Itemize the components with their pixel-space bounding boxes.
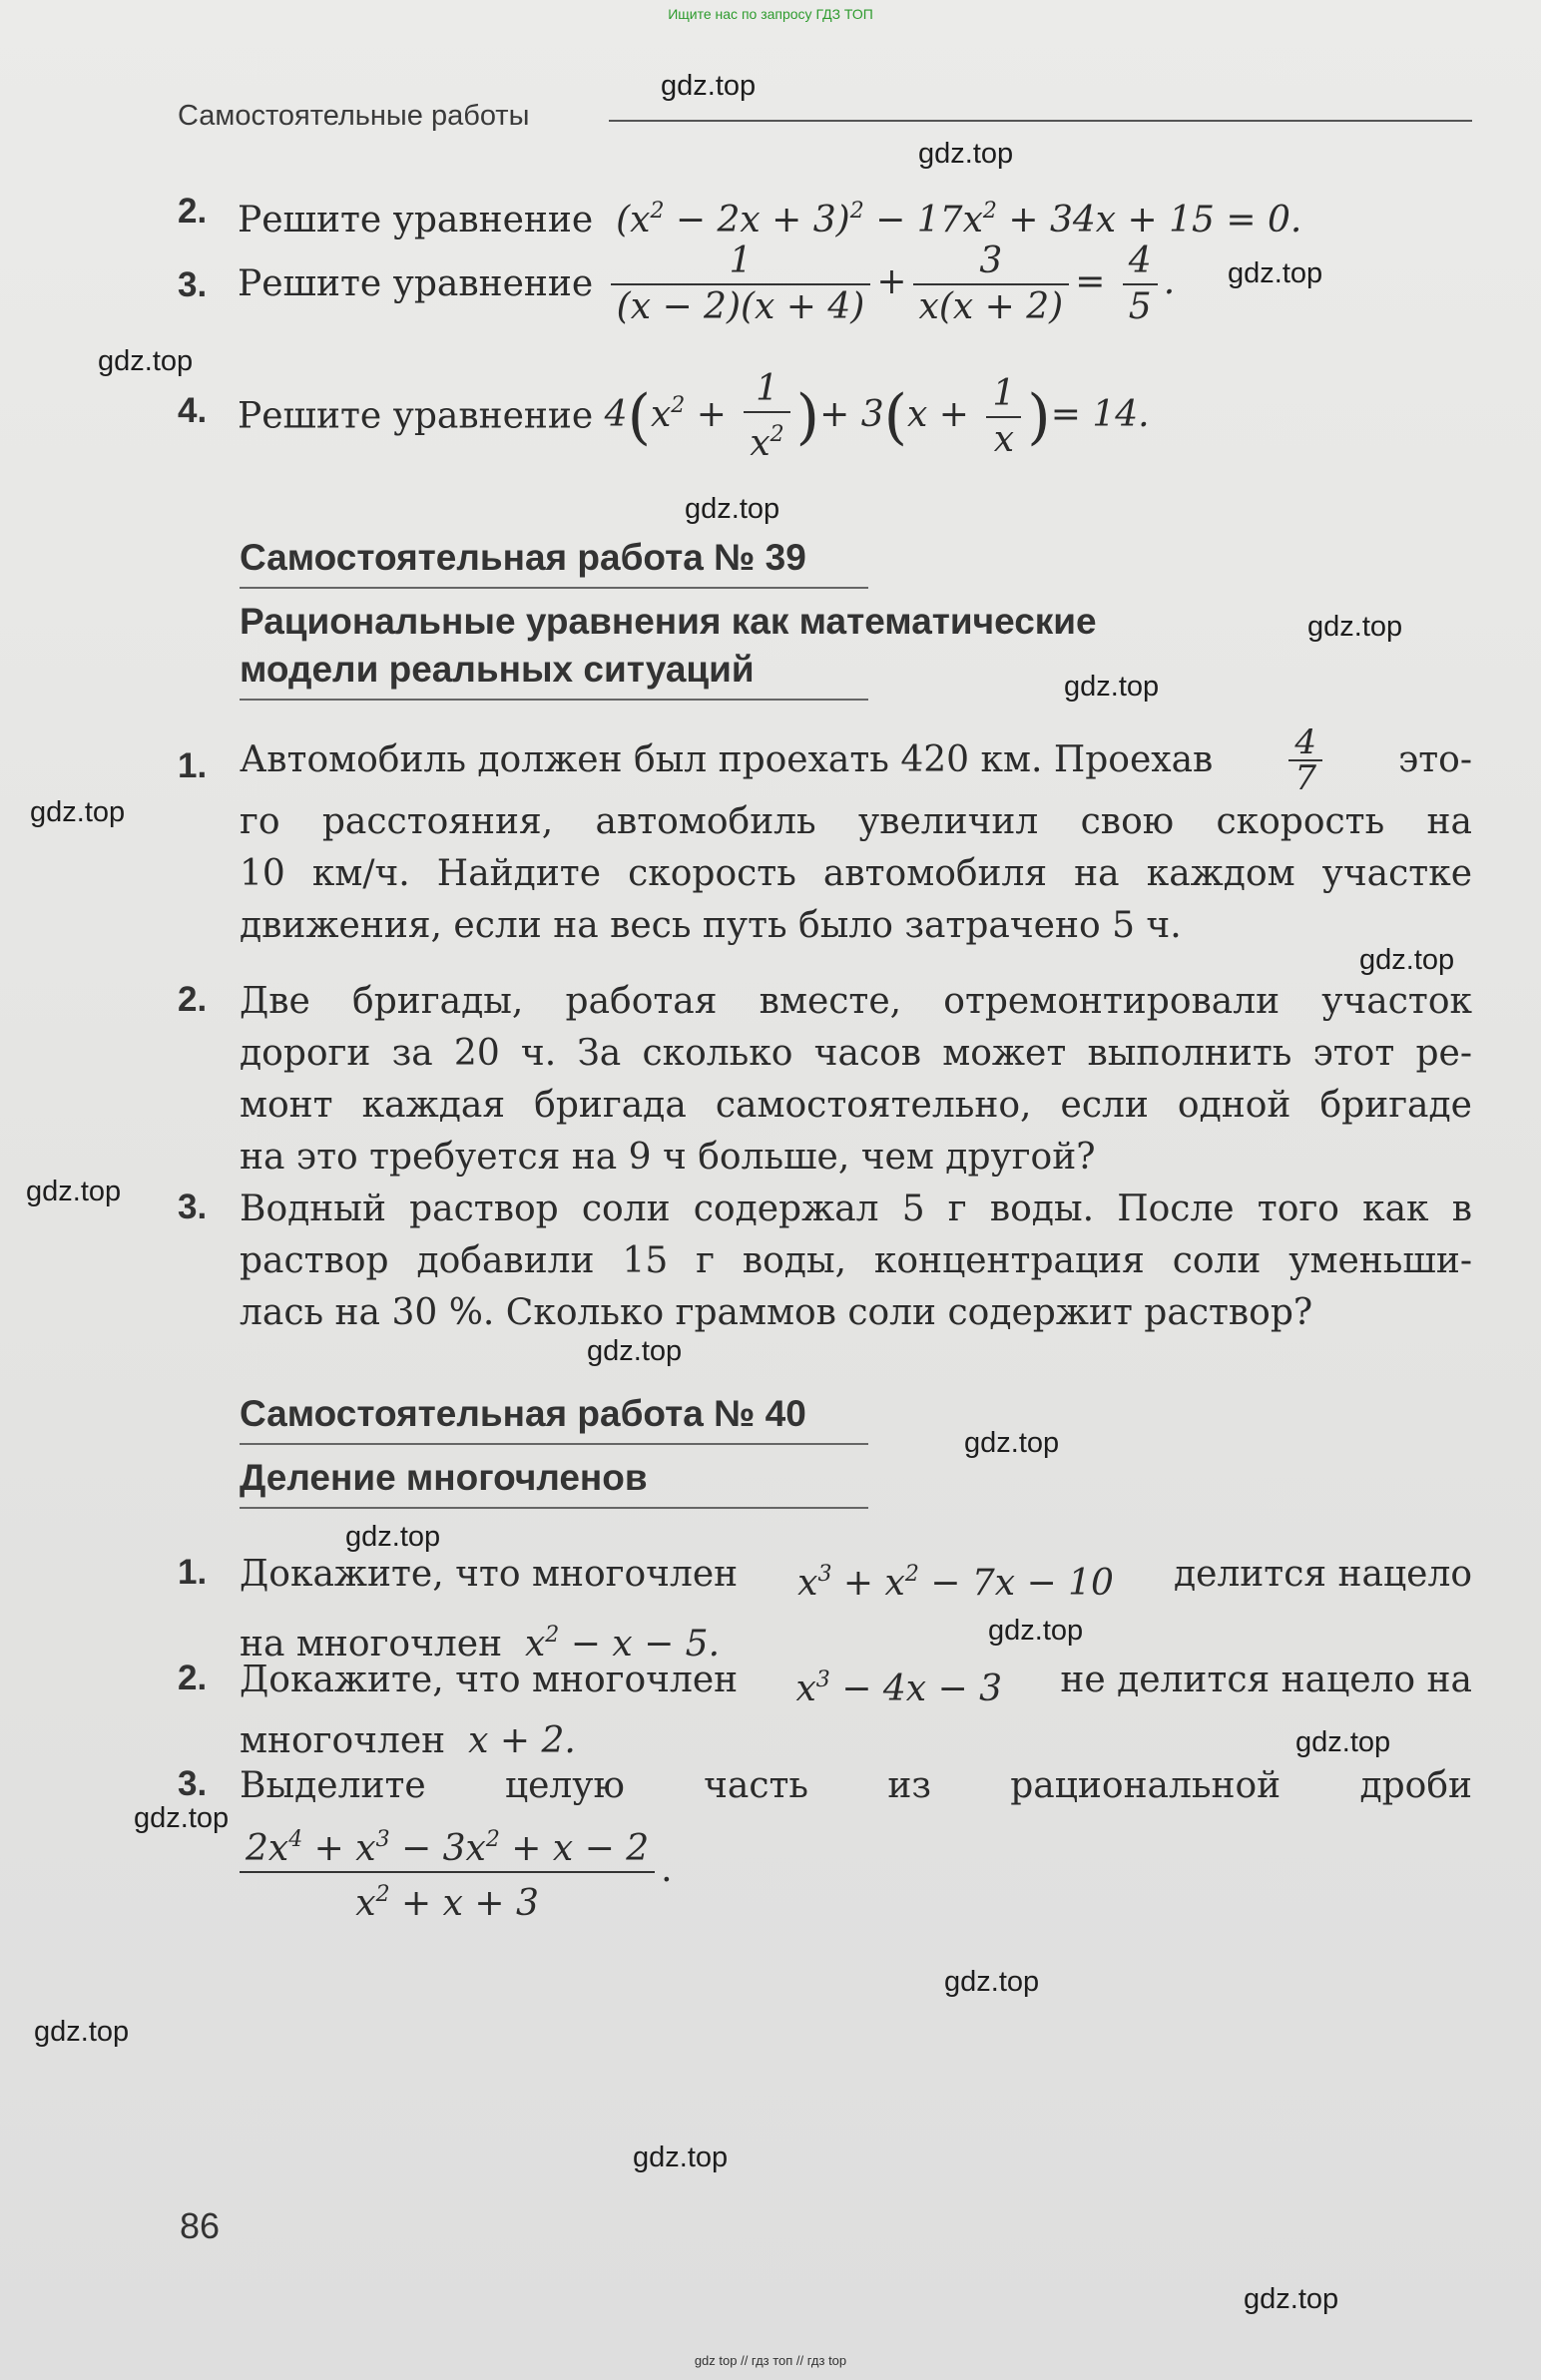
bottom-banner[interactable]: gdz top // гдз топ // гдз top: [694, 2353, 847, 2368]
watermark: gdz.top: [944, 1966, 1040, 1998]
task-paragraph: [240, 1549, 1472, 1670]
watermark: gdz.top: [30, 796, 126, 828]
polynomial: $x^3 - 4x - 3$: [795, 1667, 1002, 1709]
task-text: на многочлен: [240, 1624, 503, 1665]
task-number: 2.: [178, 192, 208, 231]
task-text: раствор добавили 15 г воды, концентрация соли уменьши-: [240, 1240, 1472, 1281]
watermark: gdz.top: [26, 1176, 122, 1207]
equation-line: [238, 188, 1301, 244]
polynomial: $x^3 + x^2 - 7x - 10$: [797, 1562, 1114, 1604]
task-text: Решите уравнение: [238, 263, 594, 304]
section-title: Самостоятельная работа № 39: [240, 537, 806, 578]
section-subtitle: модели реальных ситуаций: [240, 649, 755, 690]
watermark: gdz.top: [633, 2142, 729, 2173]
section-title: Самостоятельная работа № 40: [240, 1393, 806, 1434]
watermark: gdz.top: [587, 1335, 683, 1367]
task-text: Водный раствор соли содержал 5 г воды. После того как в: [240, 1189, 1472, 1229]
watermark: gdz.top: [34, 2016, 130, 2048]
task-text: Докажите, что многочлен: [240, 1660, 739, 1700]
task-text: монт каждая бригада самостоятельно, если одной бригаде: [240, 1085, 1472, 1126]
task-number: 2.: [178, 980, 208, 1019]
section-subtitle: Рациональные уравнения как математические: [240, 601, 1097, 642]
polynomial: $x^2 - x - 5$.: [513, 1623, 721, 1665]
task-text: го расстояния, автомобиль увеличил свою скорость на: [240, 801, 1472, 842]
task-number: 3.: [178, 265, 208, 304]
task-text: Решите уравнение: [238, 200, 594, 240]
watermark: gdz.top: [345, 1521, 441, 1553]
fraction: $\frac{4}{7}$: [1288, 725, 1322, 795]
title-rule: [240, 587, 868, 589]
task-text: 10 км/ч. Найдите скорость автомобиля на каждом участке: [240, 853, 1472, 894]
equation-line: [238, 367, 1150, 466]
watermark: gdz.top: [134, 1802, 230, 1834]
watermark: gdz.top: [918, 138, 1014, 170]
equation-line: [238, 239, 1175, 329]
task-paragraph: [240, 724, 1472, 952]
equation: $4(x^2$ + $\frac{1}{x^2}$ )+ 3(x + $\frac{1}{x}$ )= 14.: [604, 368, 1150, 464]
task-paragraph: [240, 976, 1472, 1184]
task-paragraph: [240, 1655, 1472, 1767]
task-text: дороги за 20 ч. За сколько часов может выполнить этот ре-: [240, 1033, 1472, 1074]
watermark: gdz.top: [98, 345, 194, 377]
watermark: gdz.top: [1295, 1726, 1391, 1758]
running-header: Самостоятельные работы: [178, 100, 530, 132]
header-rule: [609, 120, 1472, 122]
task-text: Докажите, что многочлен: [240, 1554, 739, 1595]
equation: $(x^2 - 2x + 3)^2 - 17x^2 + 34x + 15 = 0$.: [604, 199, 1302, 240]
task-number: 2.: [178, 1659, 208, 1697]
task-text: лась на 30 %. Сколько граммов соли содержит раствор?: [240, 1292, 1313, 1333]
task-text: не делится нацело на: [1060, 1660, 1472, 1700]
rational-fraction: $\frac{2x^4 + x^3 - 3x^2 + x - 2}{x^2 + x + 3}$: [240, 1818, 655, 1926]
watermark: gdz.top: [661, 70, 757, 102]
page-number: 86: [180, 2205, 221, 2246]
task-paragraph: Выделите целую часть из рациональной дроби $\frac{2x^4 + x^3 - 3x^2 + x - 2}{x^2 + x + 3}$ .: [240, 1760, 1472, 1926]
top-banner[interactable]: Ищите нас по запросу ГДЗ ТОП: [668, 6, 873, 22]
task-text: движения, если на весь путь было затрачено 5 ч.: [240, 905, 1182, 946]
task-text: делится нацело: [1173, 1554, 1472, 1595]
task-text: Автомобиль должен был проехать 420 км. Проехав: [240, 739, 1214, 780]
task-text: Две бригады, работая вместе, отремонтировали участок: [240, 981, 1472, 1022]
task-text: на это требуется на 9 ч больше, чем другой?: [240, 1137, 1096, 1178]
task-text: Решите уравнение: [238, 395, 594, 437]
task-number: 4.: [178, 391, 208, 430]
watermark: gdz.top: [685, 493, 780, 525]
title-rule: [240, 699, 868, 701]
task-number: 3.: [178, 1188, 208, 1226]
task-number: 1.: [178, 746, 208, 785]
polynomial: x + 2.: [456, 1720, 576, 1761]
section-subtitle: Деление многочленов: [240, 1457, 648, 1498]
title-rule: [240, 1443, 868, 1445]
watermark: gdz.top: [964, 1427, 1060, 1459]
watermark: gdz.top: [1064, 671, 1160, 703]
task-number: 1.: [178, 1553, 208, 1592]
task-number: 3.: [178, 1764, 208, 1803]
watermark: gdz.top: [1244, 2283, 1339, 2315]
task-paragraph: [240, 1184, 1472, 1339]
watermark: gdz.top: [1228, 257, 1323, 289]
title-rule: [240, 1507, 868, 1509]
watermark: gdz.top: [1359, 944, 1455, 976]
watermark: gdz.top: [1307, 611, 1403, 643]
task-text: это-: [1398, 739, 1472, 780]
task-text: многочлен: [240, 1720, 446, 1761]
equation: $\frac{1}{(x - 2)(x + 4)}$ + $\frac{3}{x(x + 2)}$ = $\frac{4}{5}$ .: [605, 261, 1176, 302]
task-text: Выделите целую часть из рациональной дроби: [240, 1765, 1472, 1806]
watermark: gdz.top: [988, 1615, 1084, 1647]
